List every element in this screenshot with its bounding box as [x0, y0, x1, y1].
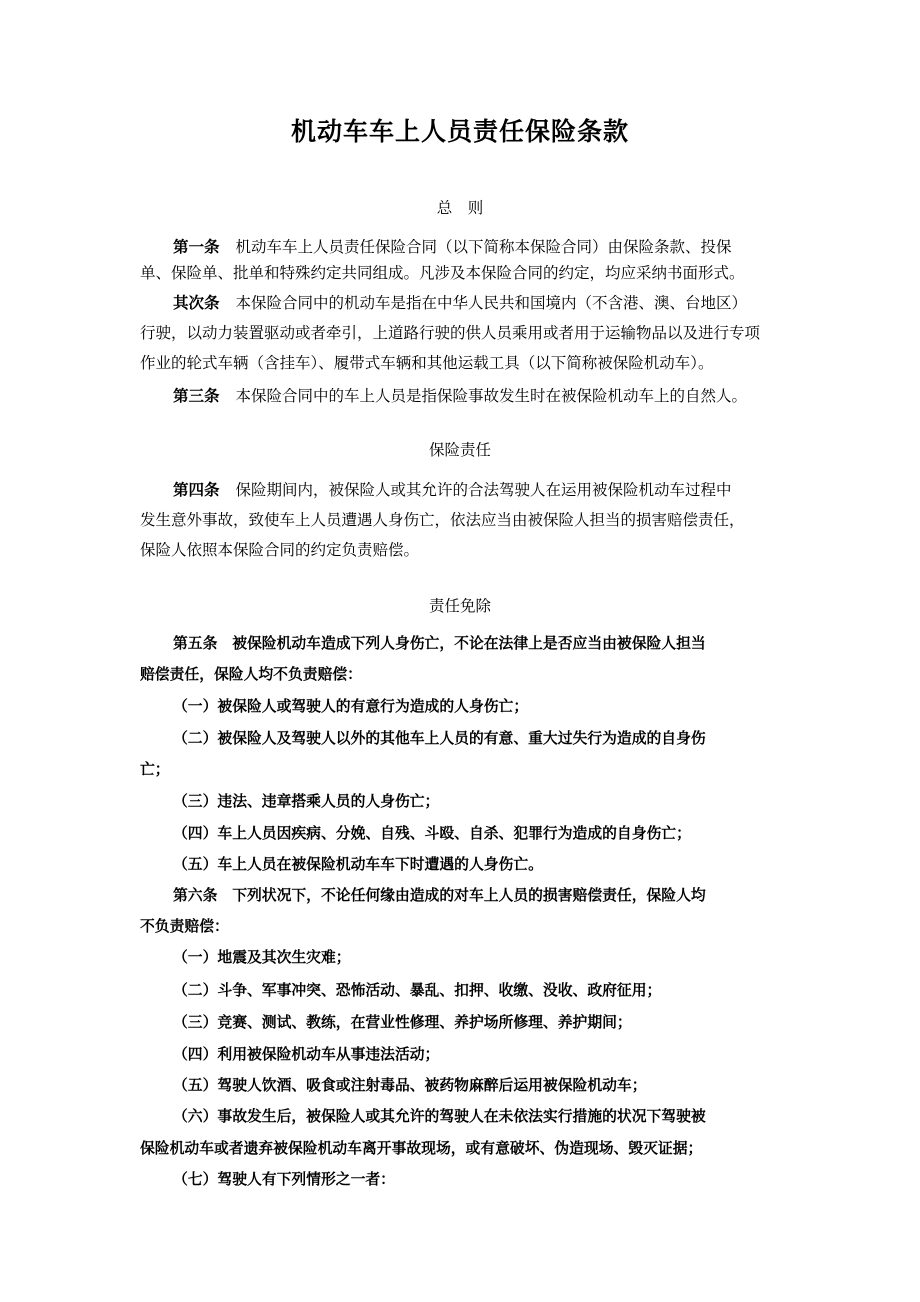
article-4-line-1 — [173, 480, 732, 500]
article-5-line-2: 赔偿责任，保险人均不负责赔偿： — [140, 666, 362, 683]
article-6-line-1: 第六条 下列状况下，不论任何缘由造成的对车上人员的损害赔偿责任，保险人均 — [173, 887, 706, 904]
article-1-line-1 — [173, 237, 732, 257]
article-4-text-1: 保险期间内，被保险人或其允许的合法驾驶人在运用被保险机动车过程中 — [235, 481, 732, 499]
article-5-item-2-line-1: （二）被保险人及驾驶人以外的其他车上人员的有意、重大过失行为造成的自身伤 — [173, 730, 706, 747]
article-6-item-4: （四）利用被保险机动车从事违法活动； — [173, 1046, 440, 1063]
section-heading-liability: 保险责任 — [428, 441, 491, 459]
article-2-line-1 — [173, 293, 747, 313]
article-5-line-1: 第五条 被保险机动车造成下列人身伤亡，不论在法律上是否应当由被保险人担当 — [173, 635, 706, 652]
article-2-line-2: 行驶，以动力装置驱动或者牵引，上道路行驶的供人员乘用或者用于运输物品以及进行专项 — [140, 324, 761, 342]
article-3-label: 第三条 — [173, 387, 220, 405]
article-4-label: 第四条 — [173, 481, 220, 499]
article-3-line-1 — [173, 386, 747, 406]
article-6-item-1: （一）地震及其次生灾难； — [173, 949, 351, 966]
article-4-line-3: 保险人依照本保险合同的约定负责赔偿。 — [140, 541, 420, 559]
article-1-text-1: 机动车车上人员责任保险合同（以下简称本保险合同）由保险条款、投保 — [235, 238, 732, 256]
article-5-item-1: （一）被保险人或驾驶人的有意行为造成的人身伤亡； — [173, 698, 529, 715]
article-6-item-7: （七）驾驶人有下列情形之一者： — [173, 1171, 395, 1188]
section-heading-general: 总 则 — [436, 199, 484, 217]
article-5-item-4: （四）车上人员因疾病、分娩、自残、斗殴、自杀、犯罪行为造成的自身伤亡； — [173, 825, 691, 842]
article-6-item-5: （五）驾驶人饮酒、吸食或注射毒品、被药物麻醉后运用被保险机动车； — [173, 1077, 647, 1094]
article-5-item-5: （五）车上人员在被保险机动车车下时遭遇的人身伤亡。 — [173, 856, 543, 873]
article-2-line-3: 作业的轮式车辆（含挂车）、履带式车辆和其他运载工具（以下简称被保险机动车）。 — [140, 354, 714, 372]
article-2-text-1: 本保险合同中的机动车是指在中华人民共和国境内（不含港、澳、台地区） — [235, 294, 748, 312]
article-6-line-2: 不负责赔偿： — [140, 918, 229, 935]
article-6-item-2: （二）斗争、军事冲突、恐怖活动、暴乱、扣押、收缴、没收、政府征用； — [173, 982, 662, 999]
article-4-line-2: 发生意外事故，致使车上人员遭遇人身伤亡，依法应当由被保险人担当的损害赔偿责任， — [140, 511, 745, 529]
article-6-item-6-line-2: 保险机动车或者遗弃被保险机动车离开事故现场，或有意破坏、伪造现场、毁灭证据； — [140, 1140, 703, 1157]
article-1-line-2: 单、保险单、批单和特殊约定共同组成。凡涉及本保险合同的约定，均应采纳书面形式。 — [140, 264, 745, 282]
section-heading-exclusion: 责任免除 — [428, 597, 491, 615]
article-5-item-3: （三）违法、违章搭乘人员的人身伤亡； — [173, 793, 440, 810]
article-1-label: 第一条 — [173, 238, 220, 256]
article-5-item-2-line-2: 亡； — [140, 761, 170, 778]
article-3-text-1: 本保险合同中的车上人员是指保险事故发生时在被保险机动车上的自然人。 — [235, 387, 748, 405]
article-2-label: 其次条 — [173, 294, 220, 312]
article-6-item-6-line-1: （六）事故发生后，被保险人或其允许的驾驶人在未依法实行措施的状况下驾驶被 — [173, 1108, 706, 1125]
article-6-item-3: （三）竞赛、测试、教练，在营业性修理、养护场所修理、养护期间； — [173, 1014, 632, 1031]
document-title: 机动车车上人员责任保险条款 — [290, 117, 629, 146]
